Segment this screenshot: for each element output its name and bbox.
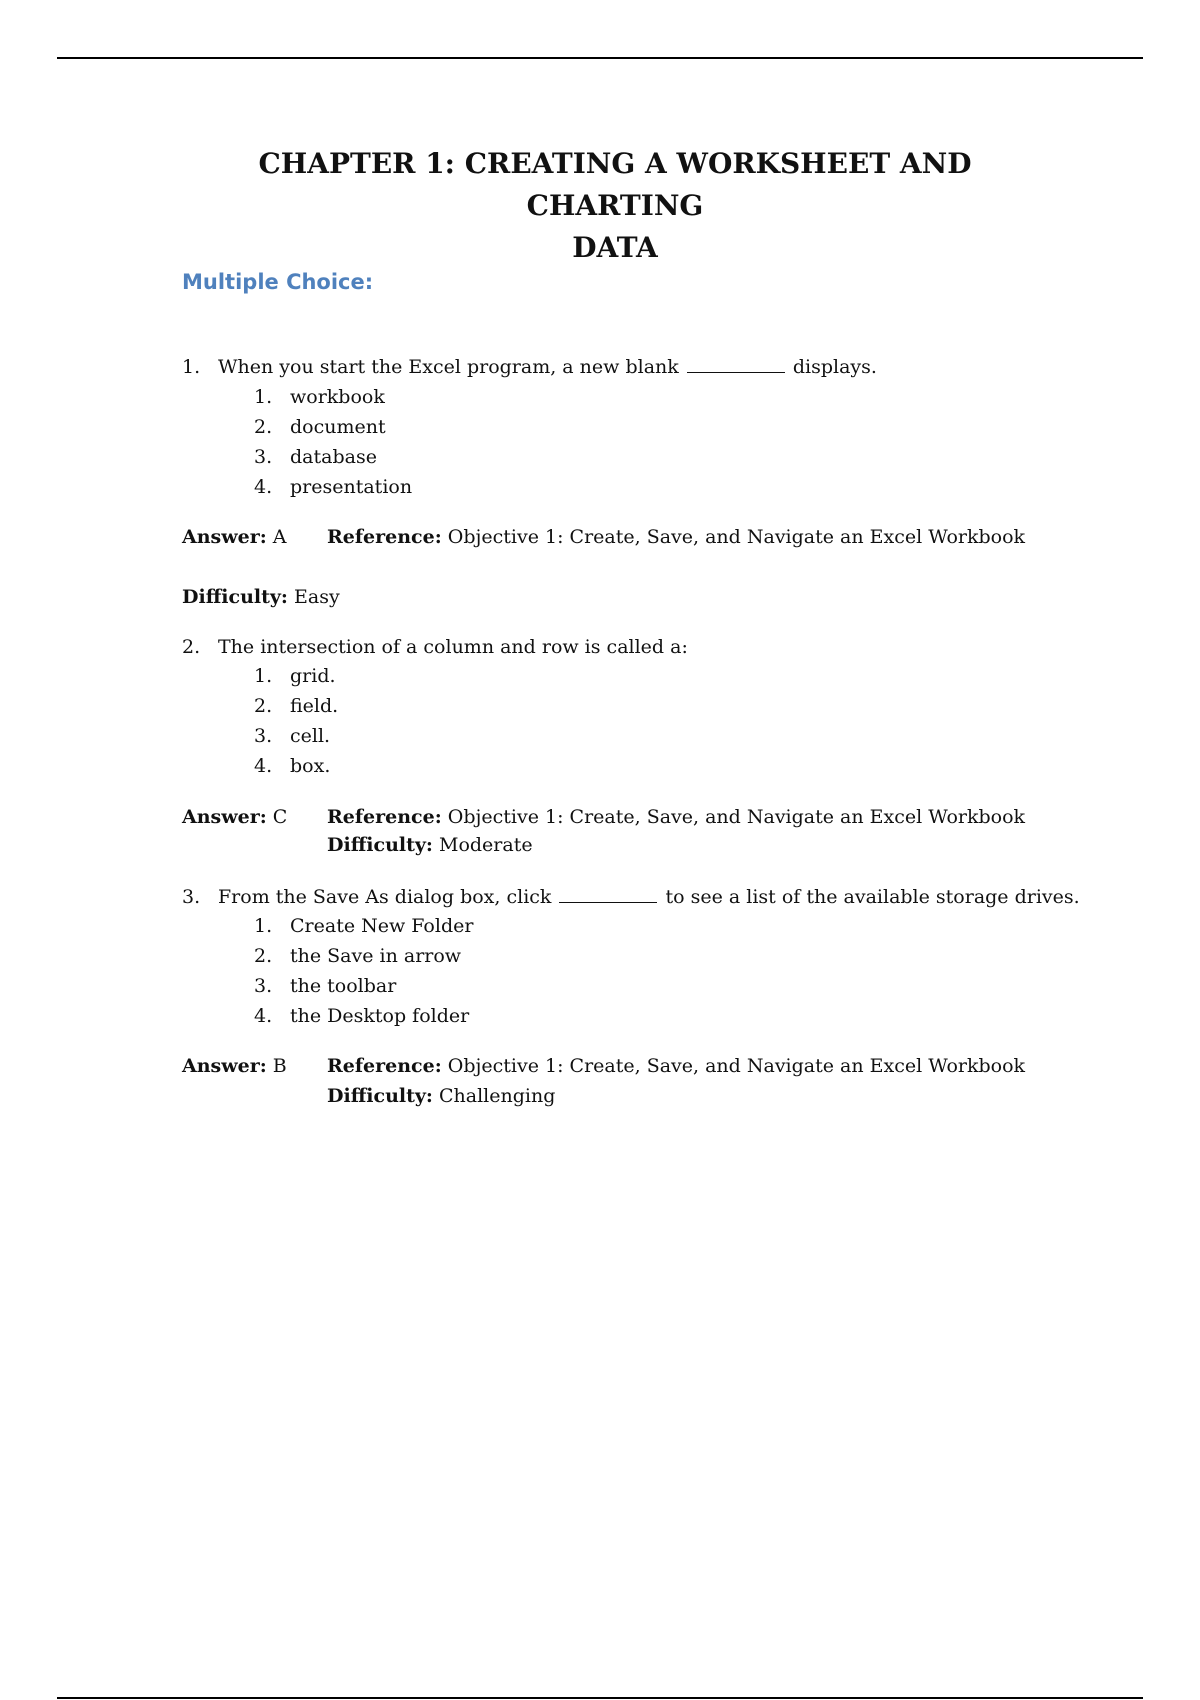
answer-line: Answer: A — [182, 526, 287, 548]
option-item: 3. database — [254, 446, 377, 468]
reference-line: Reference: Objective 1: Create, Save, and Navigate an Excel Workbook — [327, 526, 1026, 548]
question-number: 1. — [182, 356, 201, 378]
option-item: 4. box. — [254, 755, 331, 777]
answer-line: Answer: B — [182, 1055, 287, 1077]
option-item: 4. the Desktop folder — [254, 1005, 470, 1027]
question-text: From the Save As dialog box, click to see a list of the available storage drives. — [218, 886, 1080, 908]
question-number: 2. — [182, 636, 201, 658]
option-item: 1. grid. — [254, 665, 336, 687]
reference-line: Reference: Objective 1: Create, Save, and Navigate an Excel Workbook — [327, 806, 1026, 828]
option-item: 2. the Save in arrow — [254, 945, 462, 967]
option-item: 2. field. — [254, 695, 339, 717]
option-item: 1. workbook — [254, 386, 385, 408]
option-item: 3. the toolbar — [254, 975, 397, 997]
page-title — [180, 143, 1050, 269]
difficulty-line: Difficulty: Easy — [182, 586, 340, 608]
answer-blank — [687, 358, 785, 373]
bottom-rule — [57, 1697, 1143, 1699]
option-item: 3. cell. — [254, 725, 331, 747]
option-item: 1. Create New Folder — [254, 915, 474, 937]
question-text: The intersection of a column and row is called a: — [218, 636, 688, 658]
question-number: 3. — [182, 886, 201, 908]
answer-blank — [559, 888, 657, 903]
reference-line: Reference: Objective 1: Create, Save, and Navigate an Excel Workbook — [327, 1055, 1026, 1077]
question-text: When you start the Excel program, a new blank displays. — [218, 356, 877, 378]
difficulty-line: Difficulty: Challenging — [327, 1085, 556, 1107]
title-line-2: DATA — [572, 231, 658, 264]
option-item: 2. document — [254, 416, 386, 438]
section-heading: Multiple Choice: — [182, 270, 374, 294]
top-rule — [57, 57, 1143, 59]
option-item: 4. presentation — [254, 476, 413, 498]
difficulty-line: Difficulty: Moderate — [327, 834, 533, 856]
answer-line: Answer: C — [182, 806, 288, 828]
title-line-1: CHAPTER 1: CREATING A WORKSHEET AND CHARTING — [258, 147, 972, 222]
